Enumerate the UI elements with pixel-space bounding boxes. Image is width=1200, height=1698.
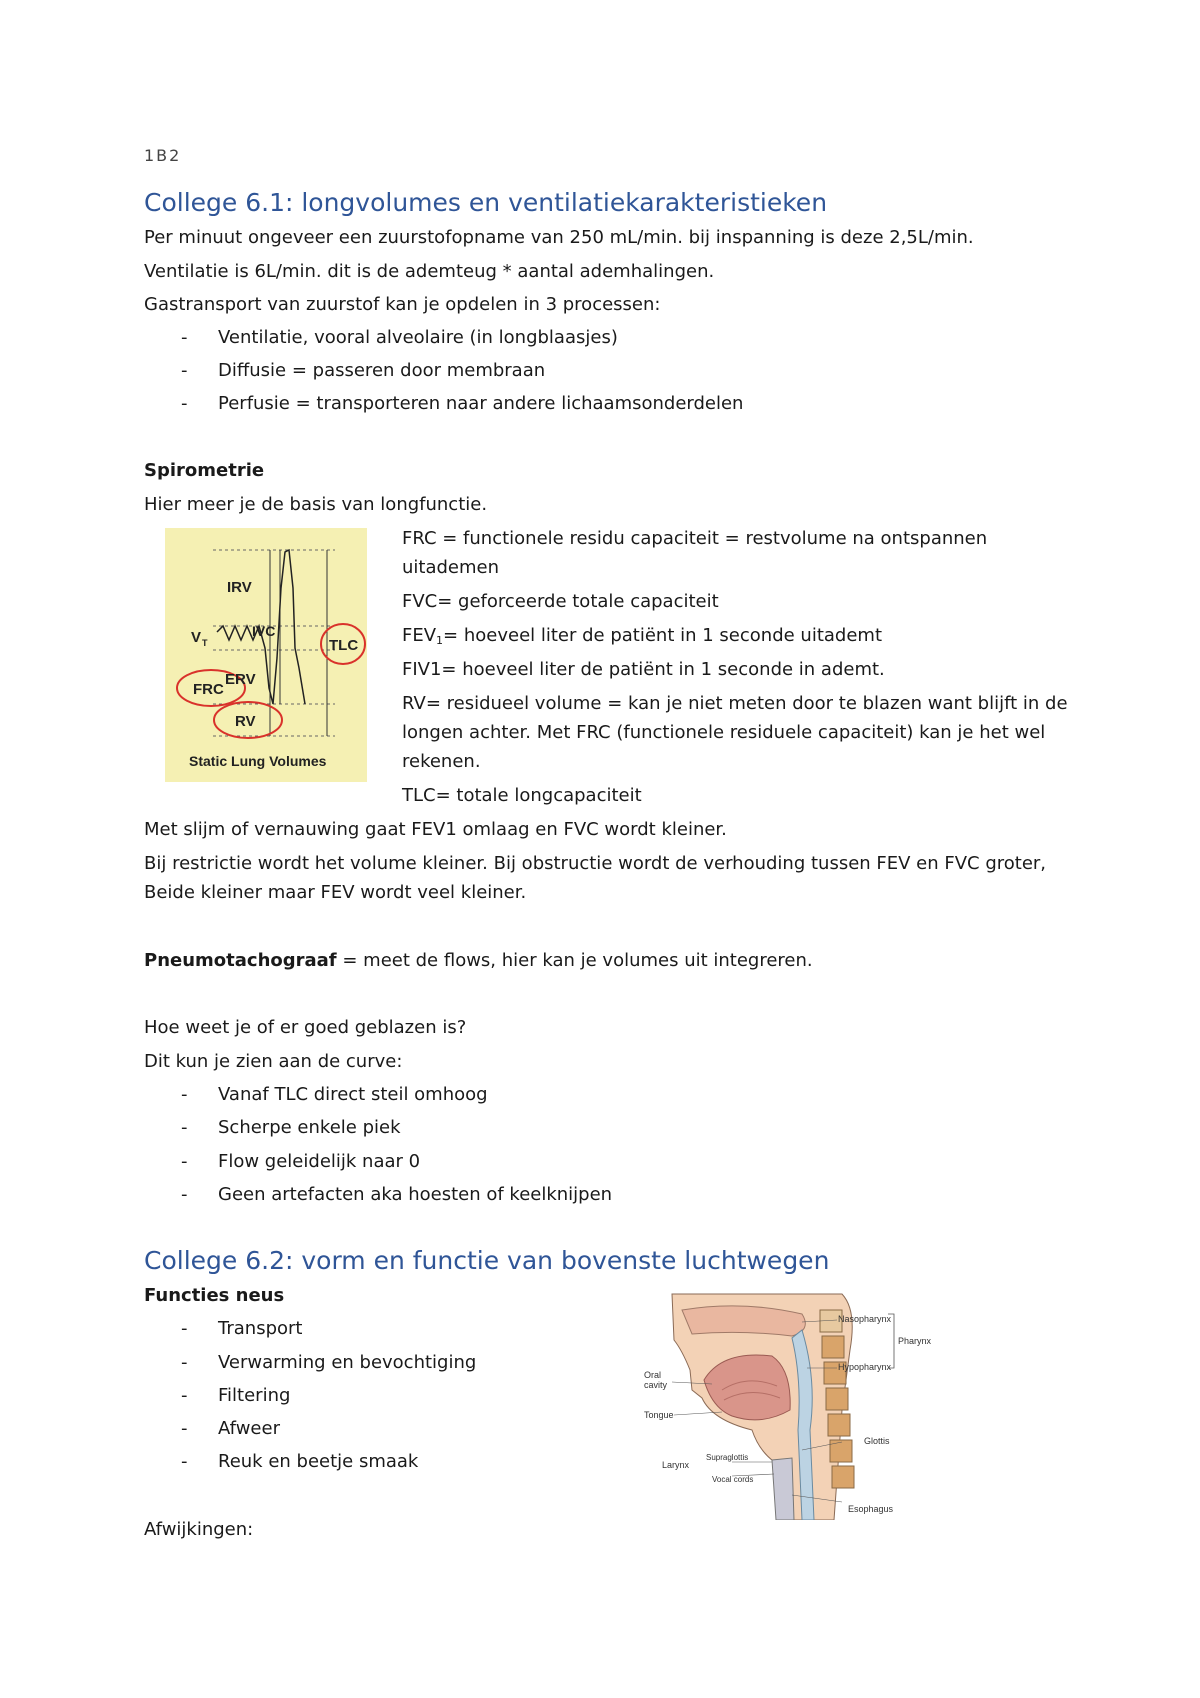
intro-line-2: Ventilatie is 6L/min. dit is de ademteug * aantal ademhalingen. [144, 261, 715, 282]
list-item: - Ventilatie, vooral alveolaire (in longblaasjes) [181, 327, 618, 348]
list-item: - Flow geleidelijk naar 0 [181, 1151, 421, 1172]
def-fev: $FEV_1=$ hoeveel liter de patiënt in 1 seconde uitademt [402, 625, 883, 647]
intro-line-3: Gastransport van zuurstof kan je opdelen in 3 processen: [144, 294, 661, 315]
list-item: - Diffusie = passeren door membraan [181, 360, 546, 381]
header-code: 1B2 [144, 146, 182, 165]
upper-airway-anatomy-figure [642, 1290, 932, 1520]
def-rv-line-3: rekenen. [402, 751, 481, 772]
intro-line-1: Per minuut ongeveer een zuurstofopname van 250 mL/min. bij inspanning is deze 2,5L/min. [144, 227, 974, 248]
label-vt: V [191, 629, 202, 646]
svg-text:Nasopharynx: Nasopharynx [838, 1314, 892, 1324]
label-irv: IRV [227, 579, 252, 596]
svg-text:cavity: cavity [644, 1380, 668, 1390]
spirometrie-heading: Spirometrie [144, 460, 265, 481]
svg-text:Vocal cords: Vocal cords [712, 1475, 754, 1484]
svg-text:Tongue: Tongue [644, 1410, 674, 1420]
figure-caption: Static Lung Volumes [189, 753, 327, 769]
list-item: - Vanaf TLC direct steil omhoog [181, 1084, 488, 1105]
def-rv-line-2: longen achter. Met FRC (functionele residuele capaciteit) kan je het wel [402, 722, 1046, 743]
svg-text:Hypopharynx: Hypopharynx [838, 1362, 892, 1372]
list-item: - Filtering [181, 1385, 291, 1406]
svg-text:Glottis: Glottis [864, 1436, 890, 1446]
label-ivc: IVC [252, 623, 276, 639]
label-rv: RV [235, 713, 256, 730]
list-item: - Transport [181, 1318, 303, 1339]
list-item: - Geen artefacten aka hoesten of keelknijpen [181, 1184, 613, 1205]
list-item: - Afweer [181, 1418, 280, 1439]
after-def-line-3: Beide kleiner maar FEV wordt veel kleiner. [144, 882, 527, 903]
def-rv-line-1: RV= residueel volume = kan je niet meten door te blazen want blijft in de [402, 693, 1068, 714]
after-def-line-2: Bij restrictie wordt het volume kleiner. Bij obstructie wordt de verhouding tussen FEV en FVC groter, [144, 853, 1047, 874]
pneumo-line: Pneumotachograaf = meet de flows, hier kan je volumes uit integreren. [144, 950, 813, 971]
question-line: Hoe weet je of er goed geblazen is? [144, 1017, 467, 1038]
list-item: - Scherpe enkele piek [181, 1117, 401, 1138]
label-frc: FRC [193, 681, 224, 698]
svg-text:T: T [202, 638, 208, 648]
afwijkingen-label: Afwijkingen: [144, 1519, 254, 1540]
section-title-6-2: College 6.2: vorm en functie van bovenste luchtwegen [144, 1246, 830, 1275]
spirometrie-intro: Hier meer je de basis van longfunctie. [144, 494, 488, 515]
svg-text:Esophagus: Esophagus [848, 1504, 894, 1514]
curve-intro: Dit kun je zien aan de curve: [144, 1051, 403, 1072]
svg-text:Oral: Oral [644, 1370, 662, 1380]
label-erv: ERV [225, 671, 256, 688]
def-frc-line-2: uitademen [402, 557, 500, 578]
def-tlc: TLC= totale longcapaciteit [402, 785, 642, 806]
after-def-line-1: Met slijm of vernauwing gaat FEV1 omlaag en FVC wordt kleiner. [144, 819, 727, 840]
functies-heading: Functies neus [144, 1285, 285, 1306]
def-frc-line-1: FRC = functionele residu capaciteit = restvolume na ontspannen [402, 528, 988, 549]
svg-text:Pharynx: Pharynx [898, 1336, 932, 1346]
label-tlc: TLC [329, 637, 359, 654]
list-item: - Reuk en beetje smaak [181, 1451, 419, 1472]
svg-text:Larynx: Larynx [662, 1460, 690, 1470]
section-title-6-1: College 6.1: longvolumes en ventilatiekarakteristieken [144, 188, 828, 217]
def-fiv: FIV1= hoeveel liter de patiënt in 1 seconde in ademt. [402, 659, 885, 680]
list-item: - Verwarming en bevochtiging [181, 1352, 477, 1373]
list-item: - Perfusie = transporteren naar andere lichaamsonderdelen [181, 393, 744, 414]
svg-text:Supraglottis: Supraglottis [706, 1453, 749, 1462]
def-fvc: FVC= geforceerde totale capaciteit [402, 591, 719, 612]
static-lung-volumes-figure [165, 528, 367, 782]
